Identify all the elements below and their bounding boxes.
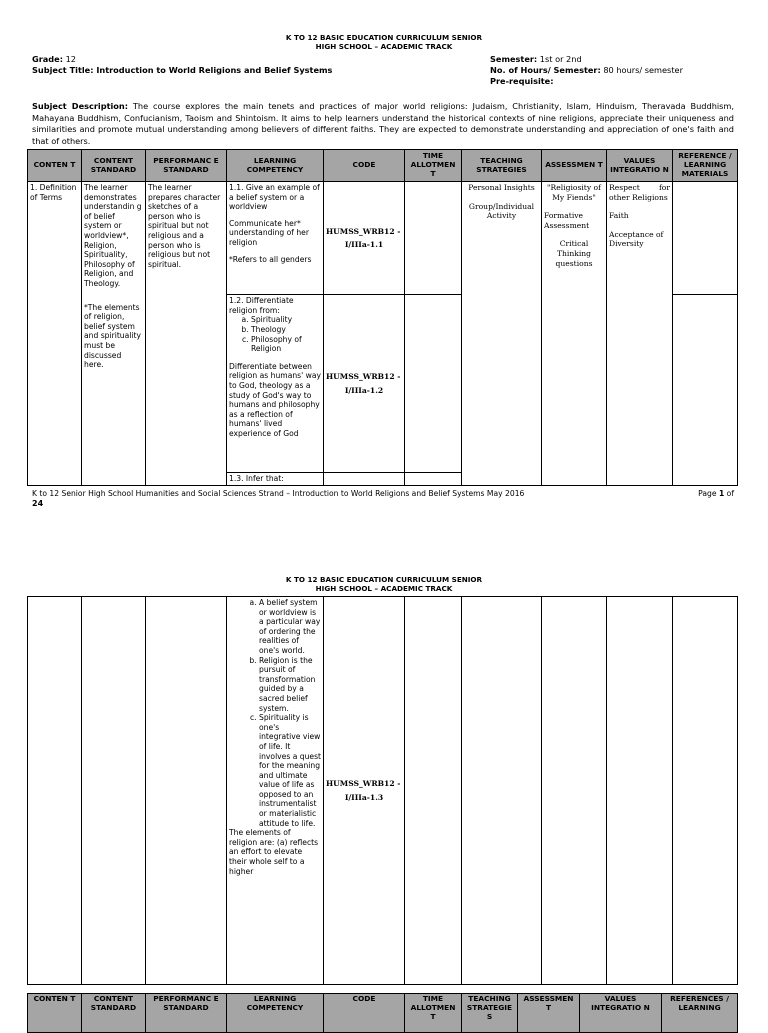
col-header-content-standard: CONTENT STANDARD — [82, 150, 146, 182]
list-item: a. A belief system or worldview is a particular way of ordering the realities of one's world. — [259, 598, 321, 656]
values-integration-cell — [607, 597, 673, 985]
semester-value: 1st or 2nd — [539, 54, 582, 64]
learning-competency-1-3-cont — [227, 597, 324, 985]
page-2-header — [0, 575, 768, 593]
content-standard-cell — [82, 597, 146, 985]
lc-1-3-text: 1.3. Infer that: — [229, 474, 284, 484]
header-line-2: HIGH SCHOOL – ACADEMIC TRACK — [315, 584, 453, 593]
col-header-values-integration: VALUES INTEGRATIO N — [580, 994, 662, 1033]
references-cell — [673, 597, 738, 985]
code-1-1-line-2: I/IIIa-1.1 — [344, 240, 384, 250]
lc-1-2-text: 1.2. Differentiate religion from: — [229, 296, 294, 315]
code-1-2-line-1: HUMSS_WRB12 - — [326, 372, 401, 382]
code-1-3-line-1: HUMSS_WRB12 - — [326, 778, 401, 788]
col-header-performance-standard: PERFORMANC E STANDARD — [146, 150, 227, 182]
time-allotment-1-1 — [405, 182, 462, 295]
list-item: c. Philosophy of Religion — [251, 335, 321, 354]
col-header-references: REFERENCES / LEARNING — [662, 994, 738, 1033]
performance-standard-cell — [146, 182, 227, 486]
col-header-values-integration: VALUES INTEGRATIO N — [607, 150, 673, 182]
col-header-references: REFERENCE / LEARNING MATERIALS — [673, 150, 738, 182]
code-1-2-line-2: I/IIIa-1.2 — [344, 385, 384, 395]
time-allotment-1-2 — [405, 295, 462, 473]
header-line-2: HIGH SCHOOL – ACADEMIC TRACK — [315, 42, 453, 51]
values-integration-cell — [607, 182, 673, 486]
prereq-label: Pre-requisite: — [490, 76, 554, 86]
code-1-2 — [324, 295, 405, 473]
lc-1-1-note: *Refers to all genders — [229, 254, 312, 264]
teaching-strategies-cell — [462, 597, 542, 985]
content-cell — [28, 182, 82, 486]
semester-label: Semester: — [490, 54, 538, 64]
learning-competency-1-2 — [227, 295, 324, 473]
code-1-1-line-1: HUMSS_WRB12 - — [326, 226, 401, 236]
subject-description — [32, 101, 734, 147]
description-label: Subject Description: — [32, 101, 129, 111]
values-3: Acceptance of Diversity — [609, 229, 664, 249]
content-standard-cell — [82, 182, 146, 486]
references-1-1 — [673, 182, 738, 295]
footer-text: K to 12 Senior High School Humanities and Social Sciences Strand – Introduction to World Religions and Belief Systems May 2016 — [32, 489, 525, 498]
col-header-teaching-strategies: TEACHING STRATEGIES — [462, 150, 542, 182]
assessment-cell — [542, 597, 607, 985]
subject-title-label: Subject Title — [32, 65, 91, 75]
list-item: a. Spirituality — [251, 315, 321, 325]
performance-standard-text: The learner prepares character sketches of a person who is spiritual but not religious and a person who is religious but not spiritual. — [148, 183, 221, 269]
curriculum-table-page-3-header — [27, 993, 738, 1033]
prereq-row — [490, 76, 554, 87]
list-item: c. Spirituality is one's integrative view of life. It involves a quest for the meaning and ultimate value of life as opposed to an instrumentalist or materialistic attitude to life. — [259, 713, 321, 828]
curriculum-table-page-2 — [27, 596, 738, 985]
footer-page-number: Page 1 of — [698, 489, 734, 498]
subject-title-value: : Introduction to World Religions and Belief Systems — [90, 65, 333, 75]
subject-title-row — [32, 65, 332, 76]
content-cell — [28, 597, 82, 985]
table-row — [28, 597, 738, 985]
description-text: The course explores the main tenets and practices of major world religions: Judaism, Christianity, Islam, Hinduism, Theravada Buddhism, Mahayana Buddhism, Confucianism, Taoism and Shintoism. It aims to help learners understand the historical contexts of nine religions, appreciate their uniqueness and similarities and promote mutual understanding among believers of different faiths. They are expected to demonstrate understanding and appreciation of one's faith and that of others. — [32, 101, 735, 146]
header-line-1: K TO 12 BASIC EDUCATION CURRICULUM SENIOR — [285, 575, 483, 584]
table-header-row — [28, 150, 738, 182]
lc-1-2-list — [229, 315, 321, 353]
assessment-cell — [542, 182, 607, 486]
footer-total-pages: 24 — [32, 499, 44, 508]
list-item: b. Religion is the pursuit of transformation guided by a sacred belief system. — [259, 656, 321, 714]
learning-competency-1-1 — [227, 182, 324, 295]
code-1-1 — [324, 182, 405, 295]
col-header-assessment: ASSESSMEN T — [518, 994, 580, 1033]
col-header-time-allotment: TIME ALLOTMEN T — [405, 150, 462, 182]
header-line-1: K TO 12 BASIC EDUCATION CURRICULUM SENIOR — [285, 33, 483, 42]
col-header-code: CODE — [324, 150, 405, 182]
code-1-3 — [324, 597, 405, 985]
hours-value: 80 hours/ semester — [603, 65, 683, 75]
page-header — [0, 33, 768, 51]
lc-1-1-text: 1.1. Give an example of a belief system or a worldview — [229, 183, 320, 212]
page-footer — [32, 489, 734, 498]
code-1-3 — [324, 473, 405, 486]
list-item: b. Theology — [251, 325, 321, 335]
references-1-2 — [673, 295, 738, 486]
content-text: 1. Definition of Terms — [30, 183, 77, 202]
col-header-content-standard: CONTENT STANDARD — [82, 994, 146, 1033]
strategy-2: Group/Individual Activity — [468, 201, 535, 221]
code-1-3-line-2: I/IIIa-1.3 — [344, 792, 384, 802]
content-standard-note: *The elements of religion, belief system and spirituality must be discussed here. — [84, 302, 141, 370]
col-header-time-allotment: TIME ALLOTMEN T — [405, 994, 462, 1033]
learning-competency-1-3 — [227, 473, 324, 486]
col-header-assessment: ASSESSMEN T — [542, 150, 607, 182]
lc-1-3-list — [229, 598, 321, 828]
time-allotment-cell — [405, 597, 462, 985]
col-header-content: CONTEN T — [28, 150, 82, 182]
col-header-content: CONTEN T — [28, 994, 82, 1033]
table-header-row — [28, 994, 738, 1033]
hours-label: No. of Hours/ Semester: — [490, 65, 601, 75]
col-header-teaching-strategies: TEACHING STRATEGIE S — [462, 994, 518, 1033]
values-2: Faith — [609, 211, 629, 221]
performance-standard-cell — [146, 597, 227, 985]
assessment-1: "Religiosity of My Fiends" — [547, 183, 601, 202]
assessment-3: Critical Thinking questions — [555, 239, 593, 268]
col-header-performance-standard: PERFORMANC E STANDARD — [146, 994, 227, 1033]
lc-1-2-differentiate: Differentiate between religion as humans' way to God, theology as a study of God's way to humans and philosophy as a reflection of humans' lived experience of God — [229, 361, 321, 438]
semester-row — [490, 54, 582, 65]
teaching-strategies-cell — [462, 182, 542, 486]
lc-1-1-communicate: Communicate her* understanding of her religion — [229, 218, 309, 247]
table-row — [28, 182, 738, 295]
values-1: Respect for other Religions — [609, 183, 670, 202]
col-header-learning-competency: LEARNING COMPETENCY — [227, 994, 324, 1033]
grade-row — [32, 54, 76, 65]
grade-label: Grade: — [32, 54, 63, 64]
col-header-code: CODE — [324, 994, 405, 1033]
assessment-2: Formative Assessment — [544, 211, 590, 230]
curriculum-table-page-1 — [27, 149, 738, 486]
col-header-learning-competency: LEARNING COMPETENCY — [227, 150, 324, 182]
strategy-1: Personal Insights — [468, 183, 535, 193]
lc-elements-text: The elements of religion are: (a) reflects an effort to elevate their whole self to a higher — [229, 828, 319, 876]
hours-row — [490, 65, 683, 76]
time-allotment-1-3 — [405, 473, 462, 486]
grade-value: 12 — [65, 54, 77, 64]
content-standard-text: The learner demonstrates understandin g of belief system or worldview*, Religion, Spirituality, Philosophy of Religion, and Theology. — [84, 183, 142, 288]
